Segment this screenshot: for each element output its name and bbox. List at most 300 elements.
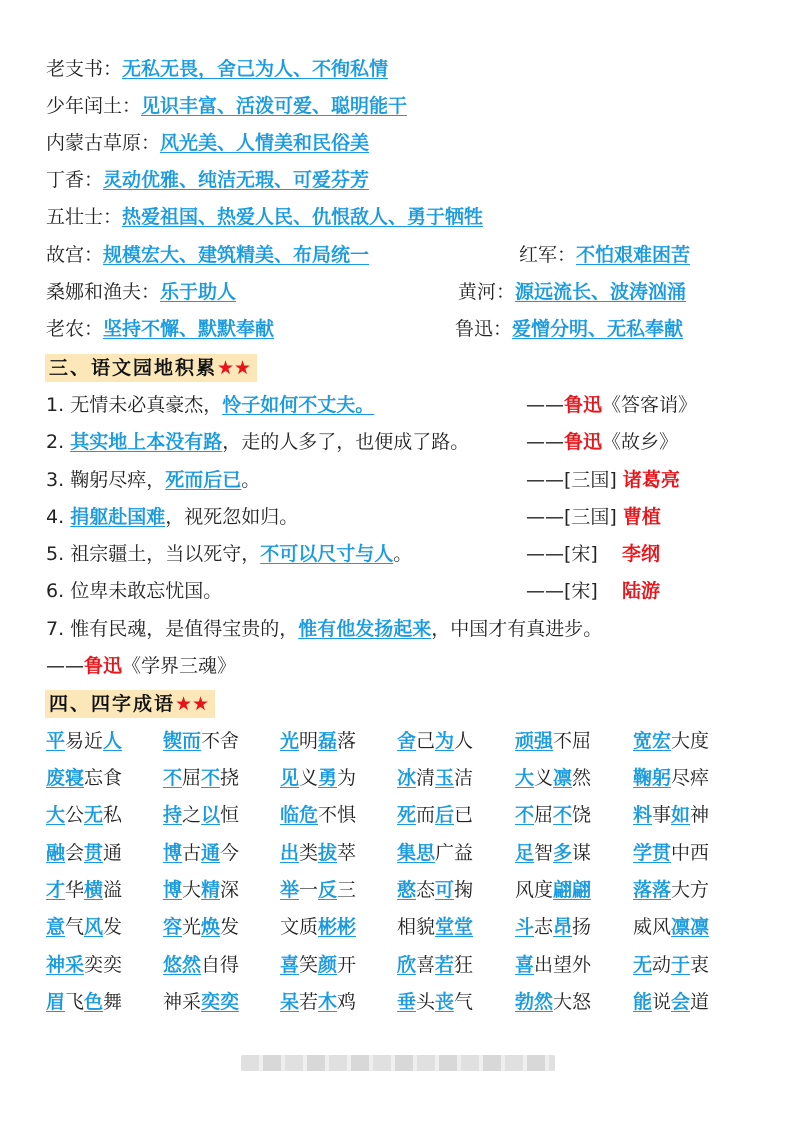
quote-author: 陆游 xyxy=(622,580,661,602)
quote-line xyxy=(46,427,469,457)
idiom xyxy=(397,912,473,942)
quote-highlight: 其实地上本没有路 xyxy=(70,431,223,453)
trait-value: 热爱祖国、热爱人民、仇恨敌人、勇于牺牲 xyxy=(122,206,484,228)
idiom-char-highlight: 博 xyxy=(163,879,183,901)
quote-era: [三国] xyxy=(564,506,617,528)
trait-line xyxy=(46,314,274,344)
quote-author: 诸葛亮 xyxy=(622,469,680,491)
idiom-char: 中 xyxy=(671,842,691,864)
idiom xyxy=(397,800,473,830)
idiom xyxy=(163,800,239,830)
trait-value: 坚持不懈、默默奉献 xyxy=(103,318,275,340)
idiom-char-highlight: 临 xyxy=(280,804,300,826)
idiom xyxy=(46,800,122,830)
idiom-char-highlight: 磊 xyxy=(318,730,338,752)
quote-text: ，走的人多了，也便成了路。 xyxy=(222,431,470,453)
idiom xyxy=(515,763,591,793)
quote-dash: —— xyxy=(526,543,564,565)
idiom-char: 奕 xyxy=(103,954,123,976)
idiom-char-highlight: 可 xyxy=(435,879,455,901)
idiom-char-highlight: 奕 xyxy=(220,991,240,1013)
idiom-char-highlight: 人 xyxy=(103,730,123,752)
idiom-char-highlight: 为 xyxy=(435,730,455,752)
idiom-char: 动 xyxy=(652,954,672,976)
idiom xyxy=(163,763,239,793)
idiom-char-highlight: 落 xyxy=(652,879,672,901)
idiom-char-highlight: 堂 xyxy=(435,916,455,938)
idiom xyxy=(46,726,122,756)
section-title: 三、语文园地积累 xyxy=(49,357,218,379)
idiom-char-highlight: 落 xyxy=(633,879,653,901)
idiom-char: 瘁 xyxy=(690,767,710,789)
idiom xyxy=(397,726,473,756)
idiom-char: 风 xyxy=(652,916,672,938)
idiom-char: 怒 xyxy=(572,991,592,1013)
idiom-char: 出 xyxy=(534,954,554,976)
idiom-char-highlight: 无 xyxy=(633,954,653,976)
idiom xyxy=(163,987,239,1017)
idiom-char-highlight: 昂 xyxy=(553,916,573,938)
quote-era: [宋] xyxy=(564,543,598,565)
idiom-char-highlight: 死 xyxy=(397,804,417,826)
idiom-char: 开 xyxy=(337,954,357,976)
idiom-char: 近 xyxy=(84,730,104,752)
idiom-char-highlight: 木 xyxy=(318,991,338,1013)
idiom-char: 智 xyxy=(534,842,554,864)
idiom xyxy=(280,950,356,980)
idiom-char-highlight: 若 xyxy=(435,954,455,976)
idiom-char: 质 xyxy=(299,916,319,938)
idiom-char: 态 xyxy=(416,879,436,901)
idiom-char-highlight: 锲 xyxy=(163,730,183,752)
quote-number: 4. xyxy=(46,506,65,528)
quote-highlight: 怜子如何不丈夫。 xyxy=(222,394,375,416)
idiom xyxy=(280,763,356,793)
idiom-char-highlight: 见 xyxy=(280,767,300,789)
idiom-char-highlight: 斗 xyxy=(515,916,535,938)
idiom-char: 落 xyxy=(337,730,357,752)
idiom-char-highlight: 奕 xyxy=(201,991,221,1013)
trait-line xyxy=(46,91,407,121)
idiom-char-highlight: 平 xyxy=(46,730,66,752)
idiom xyxy=(46,987,122,1017)
quote-source xyxy=(526,390,697,420)
idiom-char: 屈 xyxy=(534,804,554,826)
idiom xyxy=(515,838,591,868)
idiom-char-highlight: 不 xyxy=(163,767,183,789)
idiom-char-highlight: 玉 xyxy=(435,767,455,789)
idiom-char: 广 xyxy=(435,842,455,864)
idiom-char: 貌 xyxy=(416,916,436,938)
idiom-char: 自 xyxy=(201,954,221,976)
idiom-char-highlight: 于 xyxy=(671,954,691,976)
idiom-char-highlight: 而 xyxy=(182,730,202,752)
idiom-char: 益 xyxy=(454,842,474,864)
idiom-char: 头 xyxy=(416,991,436,1013)
idiom-char: 谋 xyxy=(572,842,592,864)
quote-work: 《故乡》 xyxy=(602,431,679,453)
trait-line xyxy=(46,54,388,84)
idiom-char-highlight: 横 xyxy=(84,879,104,901)
idiom-char: 义 xyxy=(299,767,319,789)
idiom-char: 大 xyxy=(671,730,691,752)
quote-highlight: 死而后已 xyxy=(165,469,242,491)
idiom-char-highlight: 寝 xyxy=(65,767,85,789)
idiom-char-highlight: 博 xyxy=(163,842,183,864)
idiom-char-highlight: 憨 xyxy=(397,879,417,901)
idiom-char-highlight: 贯 xyxy=(652,842,672,864)
idiom-char: 笑 xyxy=(299,954,319,976)
trait-line xyxy=(519,240,690,270)
idiom-char: 洁 xyxy=(454,767,474,789)
idiom-char: 易 xyxy=(65,730,85,752)
idiom-char-highlight: 风 xyxy=(84,916,104,938)
quote-number: 2. xyxy=(46,431,65,453)
idiom-char-highlight: 凛 xyxy=(671,916,691,938)
idiom-char: 气 xyxy=(454,991,474,1013)
idiom-char-highlight: 后 xyxy=(435,804,455,826)
idiom xyxy=(163,875,239,905)
trait-line xyxy=(46,277,236,307)
idiom-char: 萃 xyxy=(337,842,357,864)
trait-label: 五壮士： xyxy=(46,206,123,228)
idiom-char: 清 xyxy=(416,767,436,789)
idiom-char-highlight: 神 xyxy=(46,954,66,976)
idiom-char-highlight: 大 xyxy=(46,804,66,826)
idiom xyxy=(633,987,709,1017)
idiom-char: 挠 xyxy=(220,767,240,789)
idiom-char-highlight: 才 xyxy=(46,879,66,901)
idiom-char-highlight: 舍 xyxy=(397,730,417,752)
idiom xyxy=(280,726,356,756)
idiom-char-highlight: 料 xyxy=(633,804,653,826)
quote-highlight: 捐躯赴国难 xyxy=(70,506,166,528)
idiom-char: 为 xyxy=(337,767,357,789)
quote-text-end: ，中国才有真进步。 xyxy=(431,618,603,640)
idiom-char-highlight: 足 xyxy=(515,842,535,864)
idiom xyxy=(163,912,239,942)
idiom-char: 若 xyxy=(299,991,319,1013)
idiom-char: 食 xyxy=(103,767,123,789)
trait-value: 爱憎分明、无私奉献 xyxy=(512,318,684,340)
idiom xyxy=(633,875,709,905)
idiom-char: 屈 xyxy=(182,767,202,789)
idiom-char-highlight: 喜 xyxy=(515,954,535,976)
idiom-char: 文 xyxy=(280,916,300,938)
idiom-char: 光 xyxy=(182,916,202,938)
quote-number: 7. xyxy=(46,618,65,640)
idiom-char: 私 xyxy=(103,804,123,826)
idiom-char: 得 xyxy=(220,954,240,976)
idiom xyxy=(397,763,473,793)
idiom-char-highlight: 然 xyxy=(182,954,202,976)
idiom-char-highlight: 无 xyxy=(84,804,104,826)
idiom xyxy=(280,800,356,830)
trait-value: 无私无畏，舍己为人、不徇私情 xyxy=(122,58,389,80)
quote-number: 5. xyxy=(46,543,65,565)
idiom-char-highlight: 持 xyxy=(163,804,183,826)
idiom xyxy=(515,987,591,1017)
idiom-char: 今 xyxy=(220,842,240,864)
quote-author: 李纲 xyxy=(622,543,661,565)
trait-label: 红军： xyxy=(519,244,577,266)
quote-highlight: 不可以尺寸与人 xyxy=(260,543,394,565)
idiom-char: 然 xyxy=(572,767,592,789)
idiom xyxy=(397,838,473,868)
quote-author: 鲁迅 xyxy=(564,431,603,453)
quote-author: 鲁迅 xyxy=(564,394,603,416)
idiom-char: 威 xyxy=(633,916,653,938)
quote-dash: —— xyxy=(526,506,564,528)
idiom-char-highlight: 凛 xyxy=(553,767,573,789)
idiom-char: 舞 xyxy=(103,991,123,1013)
idiom-char: 狂 xyxy=(454,954,474,976)
idiom-char: 度 xyxy=(690,730,710,752)
quote-source xyxy=(526,465,680,495)
trait-value: 乐于助人 xyxy=(160,281,237,303)
idiom-char: 恒 xyxy=(220,804,240,826)
idiom-char: 扬 xyxy=(572,916,592,938)
trait-label: 老支书： xyxy=(46,58,123,80)
idiom xyxy=(633,950,709,980)
idiom-char: 溢 xyxy=(103,879,123,901)
trait-label: 故宫： xyxy=(46,244,104,266)
idiom-char: 深 xyxy=(220,879,240,901)
quote-line xyxy=(46,576,222,606)
idiom-char-highlight: 彬 xyxy=(337,916,357,938)
quote-text-end: 。 xyxy=(393,543,413,565)
idiom-char: 道 xyxy=(690,991,710,1013)
idiom-char: 大 xyxy=(671,879,691,901)
idiom-char: 惧 xyxy=(337,804,357,826)
idiom-char: 不 xyxy=(553,730,573,752)
idiom xyxy=(46,912,122,942)
quote-dash: —— xyxy=(526,469,564,491)
idiom-char-highlight: 通 xyxy=(201,842,221,864)
trait-label: 内蒙古草原： xyxy=(46,132,161,154)
idiom-char: 人 xyxy=(454,730,474,752)
quote-text: 惟有民魂，是值得宝贵的， xyxy=(70,618,299,640)
idiom-char-highlight: 能 xyxy=(633,991,653,1013)
idiom xyxy=(633,800,709,830)
idiom xyxy=(633,912,709,942)
idiom-char: 通 xyxy=(103,842,123,864)
idiom xyxy=(633,838,709,868)
idiom xyxy=(633,726,709,756)
quote-number: 3. xyxy=(46,469,65,491)
idiom-char: 掬 xyxy=(454,879,474,901)
trait-label: 老农： xyxy=(46,318,104,340)
quote-era: [三国] xyxy=(564,469,617,491)
idiom-char: 西 xyxy=(690,842,710,864)
quote-highlight: 惟有他发扬起来 xyxy=(298,618,432,640)
trait-line xyxy=(46,202,483,232)
idiom-char-highlight: 躬 xyxy=(652,767,672,789)
trait-line xyxy=(46,165,369,195)
idiom-char: 已 xyxy=(454,804,474,826)
trait-label: 桑娜和渔夫： xyxy=(46,281,161,303)
idiom-char-highlight: 勇 xyxy=(318,767,338,789)
idiom-char-highlight: 喜 xyxy=(280,954,300,976)
idiom-char-highlight: 会 xyxy=(671,991,691,1013)
idiom-char-highlight: 宏 xyxy=(652,730,672,752)
idiom-char: 望 xyxy=(553,954,573,976)
idiom-char: 喜 xyxy=(416,954,436,976)
quote-source xyxy=(46,651,236,681)
idiom xyxy=(280,875,356,905)
idiom-char: 饶 xyxy=(572,804,592,826)
idiom-char: 舍 xyxy=(220,730,240,752)
idiom-char-highlight: 不 xyxy=(553,804,573,826)
idiom xyxy=(515,726,591,756)
idiom-char-highlight: 危 xyxy=(299,804,319,826)
quote-number: 1. xyxy=(46,394,65,416)
idiom-char-highlight: 呆 xyxy=(280,991,300,1013)
trait-value: 规模宏大、建筑精美、布局统一 xyxy=(103,244,370,266)
idiom-char-highlight: 集 xyxy=(397,842,417,864)
idiom-char-highlight: 举 xyxy=(280,879,300,901)
idiom xyxy=(280,838,356,868)
idiom-char: 己 xyxy=(416,730,436,752)
idiom xyxy=(633,763,709,793)
idiom-char: 志 xyxy=(534,916,554,938)
quote-text: 无情未必真豪杰， xyxy=(70,394,223,416)
quote-text: 祖宗疆土，当以死守， xyxy=(70,543,261,565)
idiom-char-highlight: 勃 xyxy=(515,991,535,1013)
idiom xyxy=(163,838,239,868)
idiom-char: 奕 xyxy=(84,954,104,976)
idiom xyxy=(46,875,122,905)
star-icons: ★★ xyxy=(217,357,252,379)
trait-value: 不怕艰难困苦 xyxy=(576,244,691,266)
idiom-char-highlight: 彬 xyxy=(318,916,338,938)
quote-line xyxy=(46,614,602,644)
section-heading xyxy=(45,690,215,718)
idiom-char: 公 xyxy=(65,804,85,826)
idiom-char-highlight: 容 xyxy=(163,916,183,938)
idiom-char: 气 xyxy=(65,916,85,938)
idiom-char: 方 xyxy=(690,879,710,901)
star-icons: ★★ xyxy=(175,693,210,715)
idiom-char: 义 xyxy=(534,767,554,789)
idiom-char: 发 xyxy=(103,916,123,938)
idiom-char: 三 xyxy=(337,879,357,901)
quote-dash: —— xyxy=(526,580,564,602)
quote-dash: —— xyxy=(526,431,564,453)
quote-text: ，视死忽如归。 xyxy=(165,506,299,528)
idiom-char: 飞 xyxy=(65,991,85,1013)
idiom-char: 尽 xyxy=(671,767,691,789)
quote-number: 6. xyxy=(46,580,65,602)
idiom-char: 发 xyxy=(220,916,240,938)
idiom-char-highlight: 不 xyxy=(201,767,221,789)
idiom-char: 风 xyxy=(515,879,535,901)
idiom-char-highlight: 不 xyxy=(515,804,535,826)
idiom-char: 大 xyxy=(182,879,202,901)
idiom xyxy=(46,950,122,980)
idiom-char: 说 xyxy=(652,991,672,1013)
idiom xyxy=(515,912,591,942)
idiom-char: 类 xyxy=(299,842,319,864)
idiom-char: 不 xyxy=(201,730,221,752)
idiom xyxy=(397,987,473,1017)
idiom-char-highlight: 宽 xyxy=(633,730,653,752)
trait-label: 黄河： xyxy=(458,281,516,303)
trait-label: 丁香： xyxy=(46,169,104,191)
quote-line xyxy=(46,502,298,532)
idiom-char: 明 xyxy=(299,730,319,752)
quote-dash: —— xyxy=(46,655,84,677)
idiom-char-highlight: 光 xyxy=(280,730,300,752)
idiom-char-highlight: 颜 xyxy=(318,954,338,976)
idiom-char: 忘 xyxy=(84,767,104,789)
idiom-char: 华 xyxy=(65,879,85,901)
idiom-char-highlight: 然 xyxy=(534,991,554,1013)
trait-value: 灵动优雅、纯洁无瑕、可爱芬芳 xyxy=(103,169,370,191)
idiom-char-highlight: 大 xyxy=(515,767,535,789)
idiom-char: 鸡 xyxy=(337,991,357,1013)
quote-source xyxy=(526,576,660,606)
quote-dash: —— xyxy=(526,394,564,416)
idiom xyxy=(163,950,239,980)
idiom-char: 大 xyxy=(553,991,573,1013)
idiom-char-highlight: 强 xyxy=(534,730,554,752)
idiom-char-highlight: 堂 xyxy=(454,916,474,938)
section-heading xyxy=(45,354,257,382)
quote-source xyxy=(526,502,661,532)
idiom-char: 而 xyxy=(416,804,436,826)
trait-value: 见识丰富、活泼可爱、聪明能干 xyxy=(141,95,408,117)
idiom-char-highlight: 思 xyxy=(416,842,436,864)
idiom xyxy=(280,987,356,1017)
quote-author: 鲁迅 xyxy=(84,655,123,677)
idiom xyxy=(46,838,122,868)
idiom xyxy=(397,875,473,905)
idiom-char-highlight: 欣 xyxy=(397,954,417,976)
quote-era: [宋] xyxy=(564,580,598,602)
idiom-char-highlight: 学 xyxy=(633,842,653,864)
idiom-char-highlight: 翩 xyxy=(572,879,592,901)
trait-label: 鲁迅： xyxy=(455,318,513,340)
section-title: 四、四字成语 xyxy=(49,693,176,715)
idiom-char-highlight: 反 xyxy=(318,879,338,901)
idiom xyxy=(515,875,591,905)
idiom xyxy=(515,800,591,830)
idiom-char-highlight: 眉 xyxy=(46,991,66,1013)
idiom-char: 神 xyxy=(163,991,183,1013)
idiom-char-highlight: 拔 xyxy=(318,842,338,864)
watermark-blur xyxy=(241,1055,555,1071)
idiom-char-highlight: 冰 xyxy=(397,767,417,789)
idiom-char-highlight: 翩 xyxy=(553,879,573,901)
trait-line xyxy=(46,240,369,270)
trait-value: 风光美、人情美和民俗美 xyxy=(160,132,370,154)
quote-author: 曹植 xyxy=(622,506,661,528)
idiom-char: 之 xyxy=(182,804,202,826)
trait-line xyxy=(455,314,683,344)
idiom-char-highlight: 丧 xyxy=(435,991,455,1013)
quote-text: 位卑未敢忘忧国。 xyxy=(70,580,223,602)
idiom-char-highlight: 焕 xyxy=(201,916,221,938)
trait-label: 少年闰土： xyxy=(46,95,142,117)
idiom xyxy=(515,950,591,980)
idiom-char: 相 xyxy=(397,916,417,938)
idiom-char: 采 xyxy=(182,991,202,1013)
quote-line xyxy=(46,539,412,569)
idiom-char-highlight: 垂 xyxy=(397,991,417,1013)
idiom-char-highlight: 采 xyxy=(65,954,85,976)
idiom-char-highlight: 凛 xyxy=(690,916,710,938)
